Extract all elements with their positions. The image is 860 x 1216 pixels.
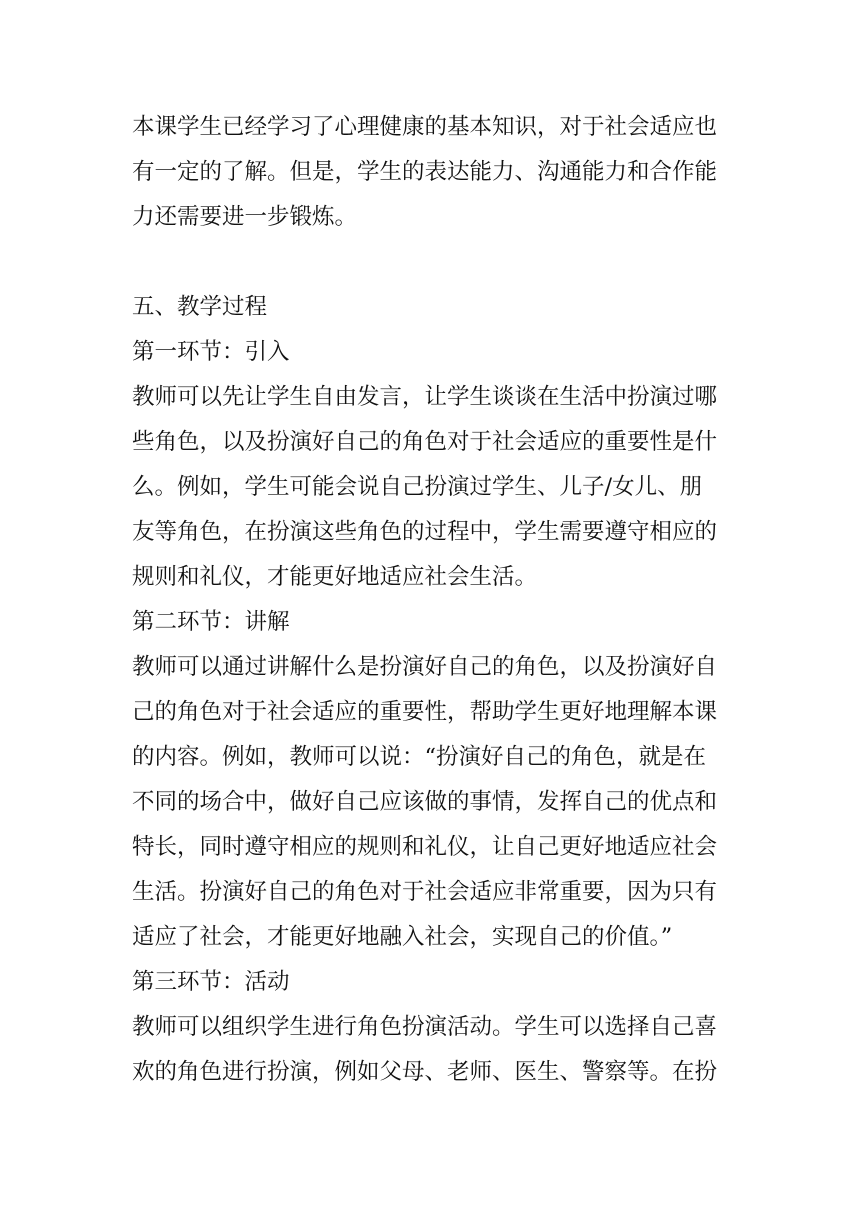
- body-text-line: 生活。扮演好自己的角色对于社会适应非常重要，因为只有: [132, 879, 718, 905]
- body-text-line: 的内容。例如，教师可以说：“扮演好自己的角色，就是在: [132, 744, 707, 770]
- section-heading: 五、教学过程: [132, 294, 268, 320]
- body-text-line: 己的角色对于社会适应的重要性，帮助学生更好地理解本课: [132, 699, 718, 725]
- body-text-line: 适应了社会，才能更好地融入社会，实现自己的价值。”: [132, 924, 673, 950]
- body-text-line: 些角色，以及扮演好自己的角色对于社会适应的重要性是什: [132, 429, 718, 455]
- subsection-heading: 第三环节：活动: [132, 969, 290, 995]
- body-text-line: 友等角色，在扮演这些角色的过程中，学生需要遵守相应的: [132, 519, 718, 545]
- body-text-line: 不同的场合中，做好自己应该做的事情，发挥自己的优点和: [132, 789, 718, 815]
- body-text-line: 教师可以通过讲解什么是扮演好自己的角色，以及扮演好自: [132, 654, 718, 680]
- body-text-line: 力还需要进一步锻炼。: [132, 204, 358, 230]
- body-text-line: 本课学生已经学习了心理健康的基本知识，对于社会适应也: [132, 114, 718, 140]
- body-text-line: 特长，同时遵守相应的规则和礼仪，让自己更好地适应社会: [132, 834, 718, 860]
- body-text-line: 有一定的了解。但是，学生的表达能力、沟通能力和合作能: [132, 159, 718, 185]
- body-text-line: 教师可以组织学生进行角色扮演活动。学生可以选择自己喜: [132, 1014, 718, 1040]
- subsection-heading: 第二环节：讲解: [132, 609, 290, 635]
- body-text-line: 规则和礼仪，才能更好地适应社会生活。: [132, 564, 538, 590]
- body-text-line: 欢的角色进行扮演，例如父母、老师、医生、警察等。在扮: [132, 1059, 718, 1085]
- subsection-heading: 第一环节：引入: [132, 339, 290, 365]
- body-text-line: 教师可以先让学生自由发言，让学生谈谈在生活中扮演过哪: [132, 384, 718, 410]
- body-text-line: 么。例如，学生可能会说自己扮演过学生、儿子/女儿、朋: [132, 474, 703, 500]
